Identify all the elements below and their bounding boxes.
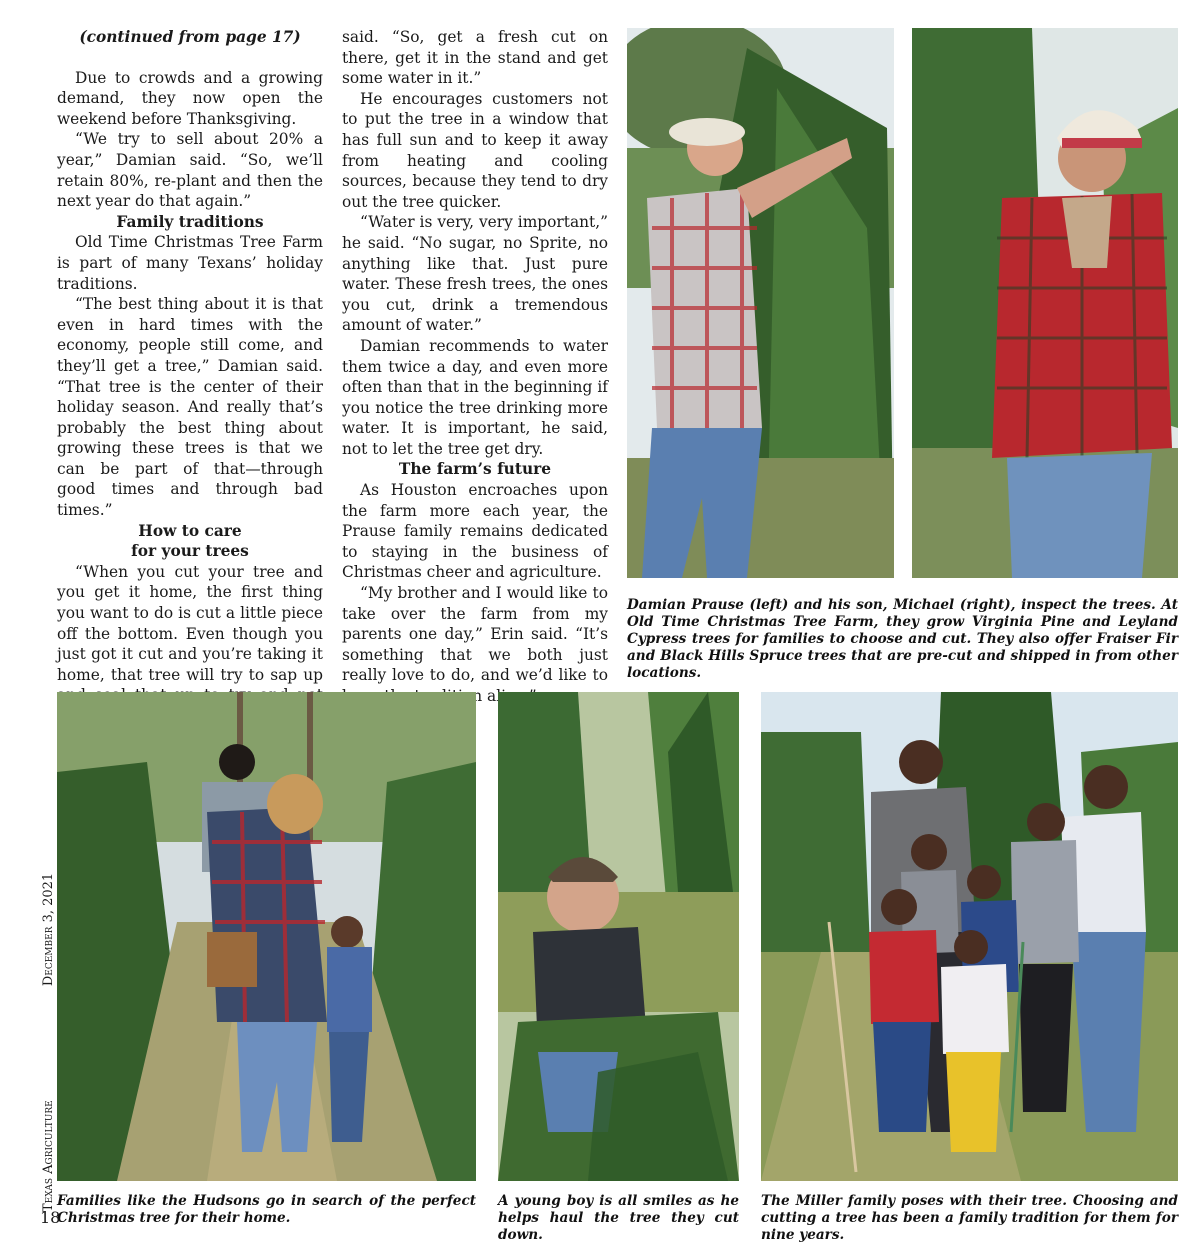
continued-line: (continued from page 17) bbox=[79, 28, 301, 46]
article-column-1 bbox=[57, 27, 323, 727]
subhead-how-to-care-line1: How to care bbox=[138, 521, 242, 540]
photo-boy-hauling-tree bbox=[498, 692, 739, 1181]
paragraph: said. “So, get a fresh cut on there, get it in the stand and get some water in it.” bbox=[342, 28, 608, 88]
article-column-2 bbox=[342, 27, 608, 707]
paragraph: “The best thing about it is that even in hard times with the economy, people still come, and they’ll get a tree,” Damian said. “That tree is the center of their holiday season. And really that’s probably the best thing about growing these trees is that we can be part of that—through good times and through bad times.” bbox=[57, 295, 323, 520]
caption-miller: The Miller family poses with their tree. Choosing and cutting a tree has been a family tradition for them for nine years. bbox=[761, 1193, 1178, 1243]
paragraph: “Water is very, very important,” he said. “No sugar, no Sprite, no anything like that. Just pure water. These fresh trees, the ones you cut, drink a tremendous amount of water.” bbox=[342, 213, 608, 335]
subhead-how-to-care-line2: for your trees bbox=[131, 542, 249, 561]
issue-date: December 3, 2021 bbox=[41, 872, 56, 987]
photo-michael-inspecting-tree bbox=[912, 28, 1178, 578]
page-folio bbox=[38, 870, 60, 1230]
paragraph: As Houston encroaches upon the farm more each year, the Prause family remains dedicated to staying in the business of Christmas cheer and agriculture. bbox=[342, 481, 608, 582]
caption-top-photos: Damian Prause (left) and his son, Michael (right), inspect the trees. At Old Time Christmas Tree Farm, they grow Virginia Pine and Leyland Cypress trees for families to choose and cut. They also offer Fraiser Fir and Black Hills Spruce trees that are pre-cut and shipped in from other locations. bbox=[627, 597, 1178, 681]
paragraph: Due to crowds and a growing demand, they now open the weekend before Thanksgiving. bbox=[57, 68, 323, 128]
paragraph: Old Time Christmas Tree Farm is part of many Texans’ holiday traditions. bbox=[57, 233, 323, 293]
paragraph: “We try to sell about 20% a year,” Damian said. “So, we’ll retain 80%, re-plant and then the next year do that again.” bbox=[57, 130, 323, 211]
caption-hudsons: Families like the Hudsons go in search of the perfect Christmas tree for their home. bbox=[57, 1193, 476, 1226]
photo-damian-inspecting-tree bbox=[627, 28, 894, 578]
paragraph: He encourages customers not to put the tree in a window that has full sun and to keep it away from heating and cooling sources, because they tend to dry out the tree quicker. bbox=[342, 89, 608, 211]
subhead-family-traditions: Family traditions bbox=[116, 212, 264, 231]
paragraph: “When you cut your tree and you get it home, the first thing you want to do is cut a little piece off the bottom. Even though you just got it cut and you’re taking it home, that tree will try to sap up bbox=[57, 562, 323, 684]
subhead-farms-future: The farm’s future bbox=[398, 460, 552, 479]
caption-boy: A young boy is all smiles as he helps haul the tree they cut down. bbox=[498, 1193, 739, 1243]
photo-miller-family bbox=[761, 692, 1178, 1181]
paragraph: Damian recommends to water them twice a day, and even more often than that in the beginning if you notice the tree drinking more water. It is important, he said, not to let the tree get dry. bbox=[342, 336, 608, 458]
paragraph: “My brother and I would like to take over the farm from my parents one day,” Erin said. “It’s something that we both just really love to do, and we’d like to bbox=[342, 584, 608, 685]
publication-name: Texas Agriculture bbox=[41, 1100, 56, 1212]
page-number: 18 bbox=[40, 1208, 61, 1227]
photo-hudson-family bbox=[57, 692, 476, 1181]
